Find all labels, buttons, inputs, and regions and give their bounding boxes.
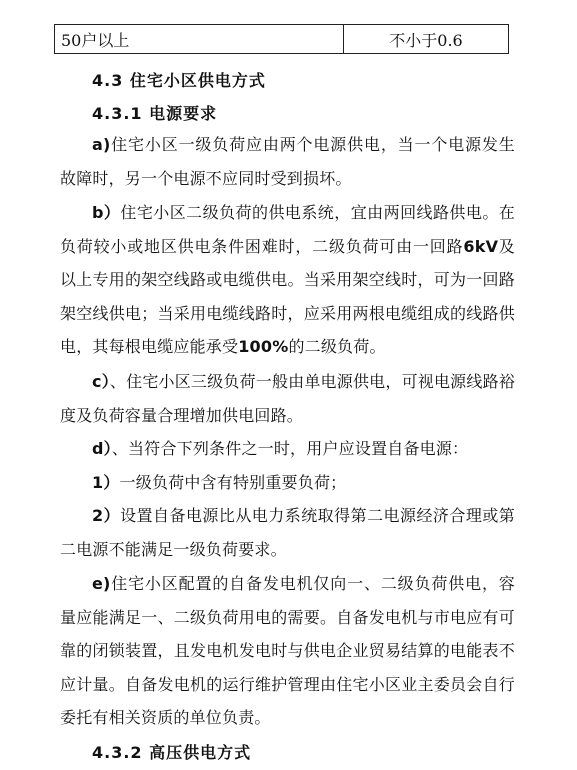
paragraph-e-text: 住宅小区配置的自备发电机仅向一、二级负荷供电，容量应能满足一、二级负荷用电的需要。自备发电机与市电应有可靠的闭锁装置，且发电机发电时与供电企业贸易结算的电能表不应计量。自备发电机的运行维护管理由住宅小区业主委员会自行委托有相关资质的单位负责。 — [60, 574, 515, 728]
section-heading-4-3-1: 4.3.1 电源要求 — [92, 104, 218, 123]
item-marker-c: c） — [92, 372, 110, 391]
paragraph-b — [60, 196, 515, 364]
paragraph-d-text: 、当符合下列条件之一时，用户应设置自备电源： — [111, 439, 469, 458]
paragraph-e — [60, 567, 515, 735]
item-marker-d2: 2） — [92, 506, 121, 525]
paragraph-d1 — [60, 466, 515, 500]
item-marker-d1: 1） — [92, 473, 120, 492]
item-marker-b: b） — [92, 203, 121, 222]
paragraph-a — [60, 128, 515, 195]
section-heading-4-3: 4.3 住宅小区供电方式 — [92, 71, 266, 90]
table-cell-coefficient — [344, 25, 508, 53]
paragraph-d2-text: 设置自备电源比从电力系统取得第二电源经济合理或第二电源不能满足一级负荷要求。 — [60, 506, 515, 559]
paragraph-a-text: 住宅小区一级负荷应由两个电源供电，当一个电源发生故障时，另一个电源不应同时受到损坏。 — [60, 135, 515, 188]
paragraph-b-text-1: 住宅小区二级负荷的供电系统，宜由两回线路供电。在负荷较小或地区供电条件困难时，二级负荷可由一回路 — [60, 203, 515, 256]
item-marker-d: d） — [92, 439, 112, 458]
paragraph-d1-text: 一级负荷中含有特别重要负荷； — [119, 473, 347, 492]
paragraph-b-text-2: 及以上专用的架空线路或电缆供电。当采用架空线时，可为一回路架空线供电；当采用电缆线路时，应采用两根电缆组成的线路供电，其每根电缆应能承受 — [60, 236, 515, 357]
paragraph-d2 — [60, 499, 515, 566]
paragraph-d — [60, 432, 515, 466]
table-cell-coefficient-text: 不小于0.6 — [389, 30, 463, 50]
voltage-value: 6kV — [463, 236, 499, 256]
paragraph-c — [60, 365, 515, 432]
table-cell-households-text: 50户以上 — [61, 30, 130, 50]
paragraph-b-text-3: 的二级负荷。 — [288, 337, 386, 357]
section-heading-4-3-2: 4.3.2 高压供电方式 — [92, 743, 252, 762]
percent-value: 100% — [238, 337, 289, 357]
table-cell-households — [55, 25, 344, 53]
load-table-row — [54, 24, 509, 54]
item-marker-e: e) — [92, 574, 111, 593]
paragraph-c-text: 、住宅小区三级负荷一般由单电源供电，可视电源线路裕度及负荷容量合理增加供电回路。 — [60, 372, 515, 425]
item-marker-a: a) — [92, 135, 111, 154]
